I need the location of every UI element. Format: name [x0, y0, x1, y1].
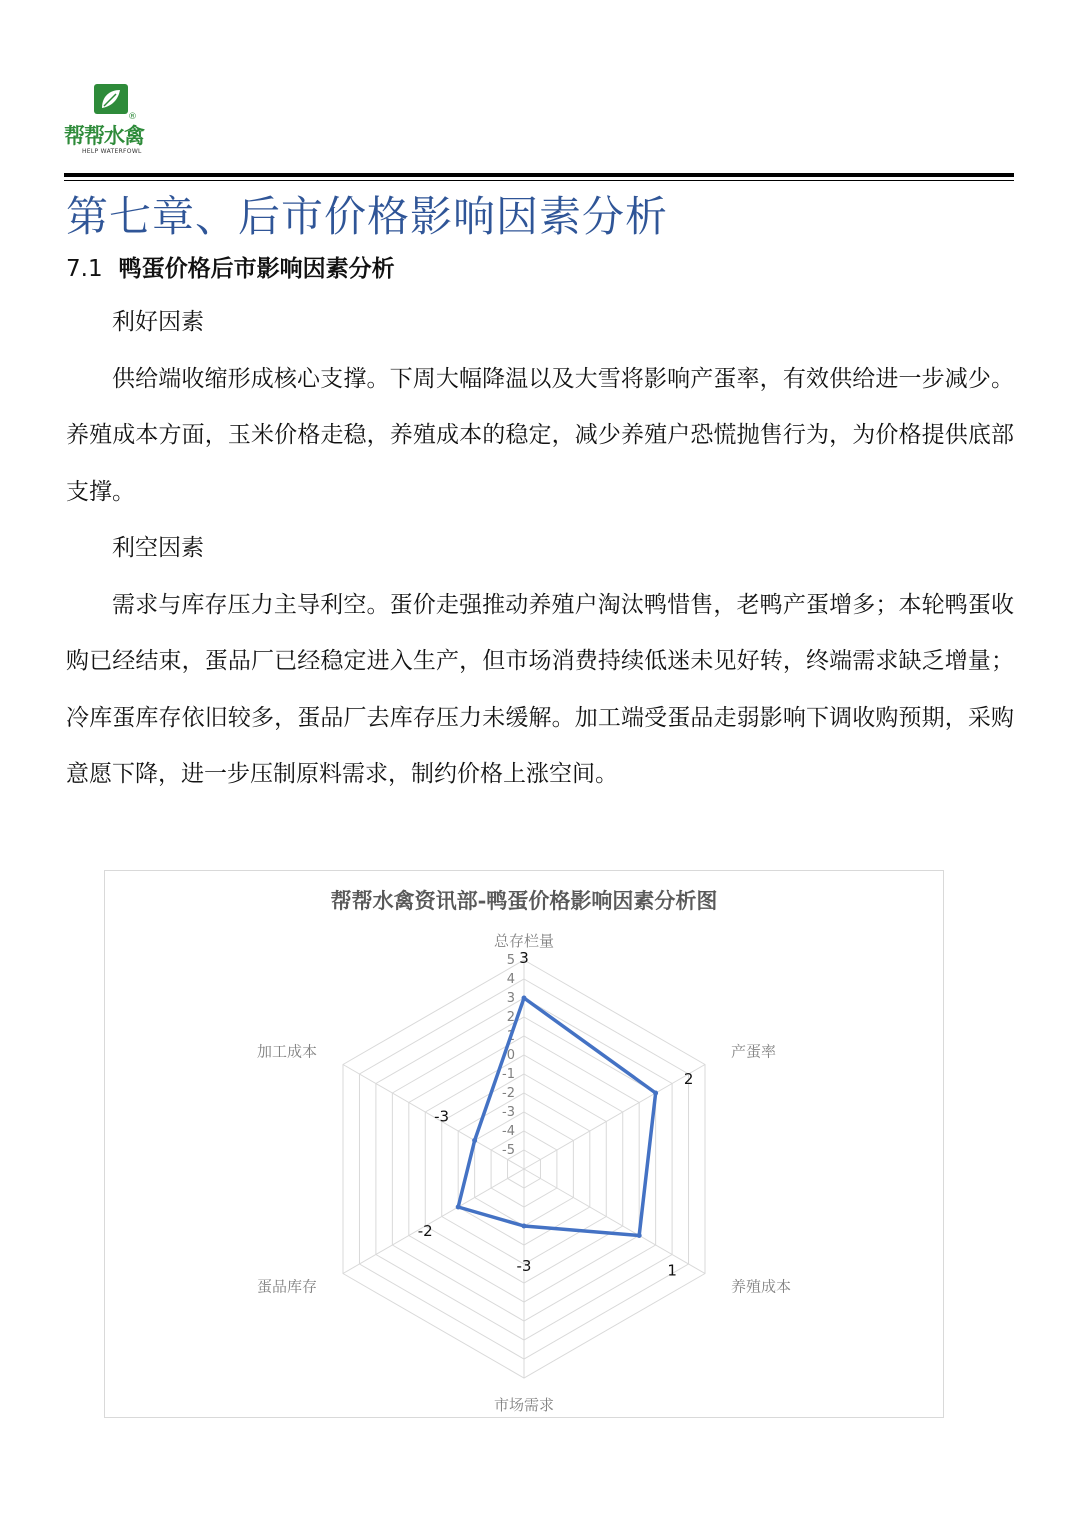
radar-category-label: 养殖成本 — [730, 1277, 792, 1296]
radar-tick-label: 4 — [506, 972, 515, 987]
radar-data-point — [456, 1205, 461, 1210]
radar-tick-label: -4 — [502, 1124, 515, 1139]
radar-category-label: 蛋品库存 — [256, 1277, 318, 1296]
positive-factors-paragraph: 供给端收缩形成核心支撑。下周大幅降温以及大雪将影响产蛋率，有效供给进一步减少。养殖成本方面，玉米价格走稳，养殖成本的稳定，减少养殖户恐慌抛售行为，为价格提供底部支撑。 — [66, 365, 1014, 505]
radar-tick-label: 1 — [506, 1029, 515, 1044]
radar-category-label: 市场需求 — [493, 1396, 555, 1414]
radar-tick-label: -2 — [502, 1086, 515, 1101]
radar-data-label: 2 — [683, 1070, 694, 1088]
radar-data-label: -3 — [516, 1257, 532, 1275]
leaf-logo-icon — [94, 84, 128, 114]
radar-spoke — [524, 1065, 705, 1170]
logo-subtitle: HELP WATERFOWL — [82, 148, 142, 155]
radar-data-point — [637, 1233, 642, 1238]
positive-factors-block — [66, 294, 1014, 520]
section-number: 7.1 — [66, 256, 103, 282]
radar-data-point — [653, 1091, 658, 1096]
radar-data-point — [522, 996, 527, 1001]
radar-chart — [104, 870, 944, 1418]
logo-name: 帮帮水禽 — [64, 124, 144, 148]
negative-factors-block — [66, 520, 1014, 803]
header-rule-thick — [64, 173, 1014, 177]
radar-data-label: 1 — [667, 1261, 677, 1280]
radar-data-point — [522, 1224, 527, 1229]
radar-data-label: -2 — [417, 1222, 433, 1240]
radar-spoke — [343, 1169, 524, 1274]
radar-category-label: 加工成本 — [256, 1042, 318, 1061]
section-heading: 鸭蛋价格后市影响因素分析 — [118, 256, 395, 282]
radar-series-line — [458, 998, 655, 1236]
brand-logo — [64, 84, 164, 160]
radar-tick-label: -3 — [502, 1105, 515, 1120]
positive-factors-label: 利好因素 — [112, 309, 204, 335]
registered-mark: ® — [128, 112, 137, 122]
radar-data-label: 3 — [519, 949, 529, 967]
radar-data-point — [472, 1138, 477, 1143]
radar-data-label: -3 — [434, 1107, 450, 1126]
chapter-title: 第七章、后市价格影响因素分析 — [66, 192, 669, 241]
radar-tick-label: 5 — [506, 953, 515, 968]
section-title — [66, 250, 395, 283]
header-rule-thin — [64, 180, 1014, 181]
negative-factors-label: 利空因素 — [112, 535, 204, 561]
chart-title: 帮帮水禽资讯部-鸭蛋价格影响因素分析图 — [330, 888, 718, 913]
radar-tick-label: 0 — [506, 1048, 515, 1063]
radar-tick-label: 3 — [506, 991, 515, 1006]
radar-category-label: 产蛋率 — [730, 1042, 777, 1061]
negative-factors-paragraph: 需求与库存压力主导利空。蛋价走强推动养殖户淘汰鸭惜售，老鸭产蛋增多；本轮鸭蛋收购已经结束，蛋品厂已经稳定进入生产，但市场消费持续低迷未见好转，终端需求缺乏增量；冷库蛋库存依旧较多，蛋品厂去库存压力未缓解。加工端受蛋品走弱影响下调收购预期，采购意愿下降，进一步压制原料需求，制约价格上涨空间。 — [66, 591, 1014, 787]
radar-tick-label: -5 — [502, 1143, 515, 1158]
radar-spoke — [524, 1169, 705, 1274]
radar-tick-label: -1 — [502, 1067, 515, 1082]
radar-tick-label: 2 — [506, 1010, 515, 1025]
radar-chart-svg — [105, 871, 943, 1417]
radar-category-label: 总存栏量 — [493, 932, 555, 950]
